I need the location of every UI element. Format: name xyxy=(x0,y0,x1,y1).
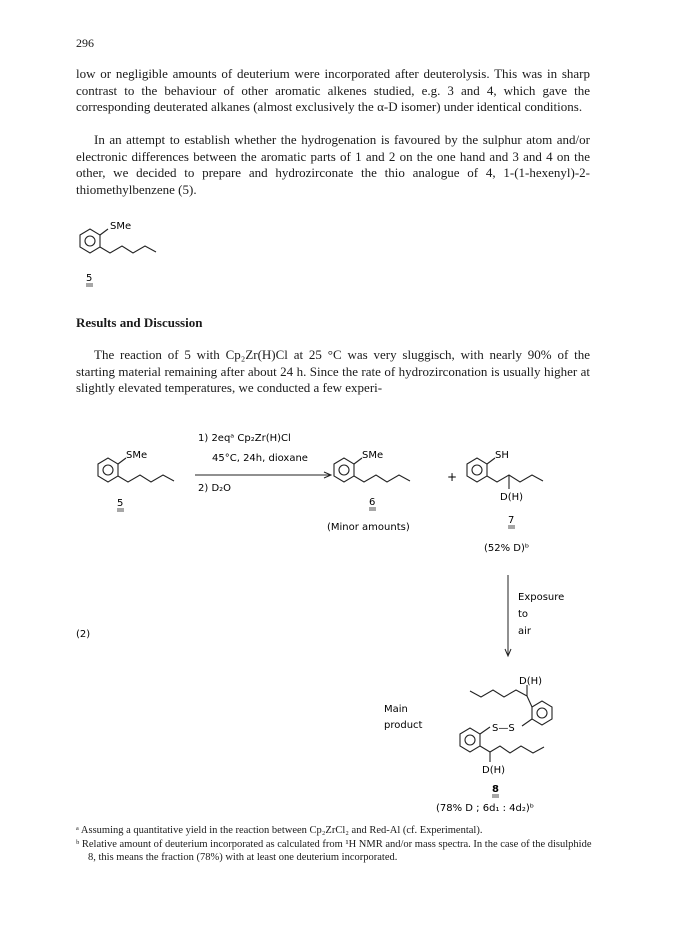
scheme-exposure-text-2: to xyxy=(518,609,529,620)
scheme-condition-2: 45°C, 24h, dioxane xyxy=(212,453,308,464)
scheme-reactant-5 xyxy=(98,458,174,482)
paragraph-2: In an attempt to establish whether the hydrogenation is favoured by the sulphur atom and/or electronic differences between the aromatic parts of 1 and 2 on the one hand and 3 and 4 on the other, we decided to prepare and hydrozirconate the thio analogue of 4, 1-(1-hexenyl)-2-thiomethylbenzene (5). xyxy=(76,132,590,197)
footnotes xyxy=(76,824,596,865)
scheme-main-text-2: product xyxy=(384,720,423,731)
scheme-exposure-text-3: air xyxy=(518,626,532,637)
scheme-minor-amounts: (Minor amounts) xyxy=(327,522,410,533)
equation-label: (2) xyxy=(76,629,91,640)
footnote-b: ᵇ Relative amount of deuterium incorporated as calculated from ¹H NMR and/or mass spectra. In the case of the disulphide 8, this means the fraction (78%) with at least one deuterium incorporated. xyxy=(76,838,592,863)
struct5-sme-label: SMe xyxy=(110,221,132,232)
scheme-percent-7: (52% D)ᵇ xyxy=(484,543,530,554)
scheme-sh-label: SH xyxy=(495,450,509,461)
scheme-dh-label-8b: D(H) xyxy=(482,765,506,776)
scheme-dh-label-7: D(H) xyxy=(500,492,524,503)
scheme-dh-label-8a: D(H) xyxy=(519,676,543,687)
scheme-number-6: 6 xyxy=(369,497,376,508)
page-number: 296 xyxy=(76,36,94,50)
scheme-main-text-1: Main xyxy=(384,704,408,715)
scheme-plus-sign: + xyxy=(447,470,458,484)
footnote-a: ᵃ Assuming a quantitative yield in the reaction between Cp₂ZrCl₂ and Red-Al (cf. Experimental). xyxy=(76,825,483,836)
section-heading: Results and Discussion xyxy=(76,315,203,330)
scheme-product-7 xyxy=(467,458,543,489)
scheme-condition-3: 2) D₂O xyxy=(198,483,232,494)
paragraph-1: low or negligible amounts of deuterium were incorporated after deuterolysis. This was in sharp contrast to the behaviour of other aromatic alkenes studied, e.g. 3 and 4, which gave the corresponding deuterated alkanes (almost exclusively the α-D isomer) under identical conditions. xyxy=(76,66,590,115)
scheme-exposure-text-1: Exposure xyxy=(518,592,565,603)
paragraph-3: The reaction of 5 with Cp₂Zr(H)Cl at 25 °C was very sluggisch, with nearly 90% of the starting material remaining after about 24 h. Since the rate of hydrozirconation is usually higher at slightly elevated temperatures, we conducted a few experi- xyxy=(76,347,590,396)
struct5-number: 5 xyxy=(86,273,93,284)
structure-5 xyxy=(80,229,156,253)
scheme-sme-label-6: SMe xyxy=(362,450,384,461)
scheme-condition-1: 1) 2eqᵃ Cp₂Zr(H)Cl xyxy=(198,433,291,444)
scheme-product-6 xyxy=(334,458,410,482)
scheme-percent-8: (78% D ; 6d₁ : 4d₂)ᵇ xyxy=(436,803,535,814)
scheme-disulphide-label: S—S xyxy=(492,723,515,734)
scheme-number-8: 8 xyxy=(492,784,499,795)
scheme-sme-label-5: SMe xyxy=(126,450,148,461)
scheme-number-5: 5 xyxy=(117,498,124,509)
scheme-number-7: 7 xyxy=(508,515,515,526)
